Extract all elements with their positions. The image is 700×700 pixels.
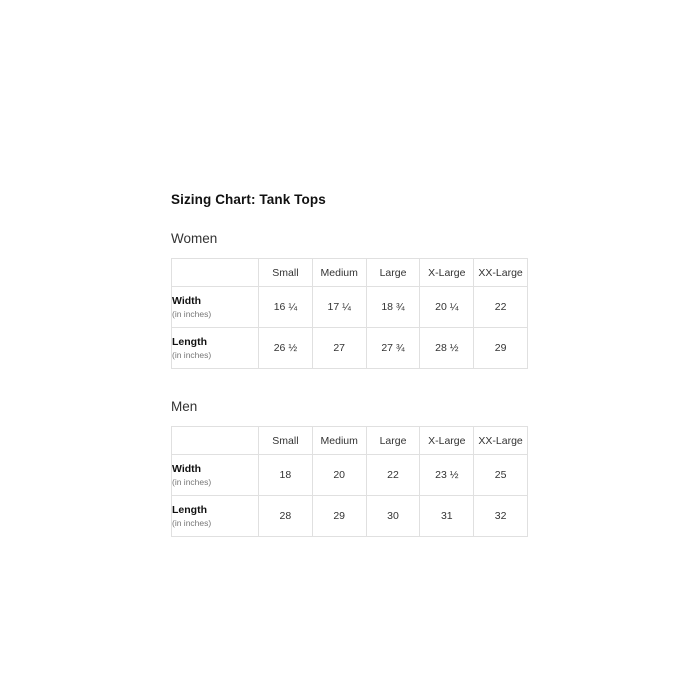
section-heading-women: Women [171, 231, 218, 246]
header-corner-blank [172, 427, 259, 455]
row-header-unit: (in inches) [172, 308, 212, 319]
cell-value: 31 [420, 496, 474, 537]
cell-value: 27 [312, 328, 366, 369]
row-header-label: Width [172, 294, 202, 307]
cell-value: 20 [312, 455, 366, 496]
row-header-width [172, 455, 259, 496]
row-header-unit: (in inches) [172, 517, 212, 528]
section-spacer [171, 369, 551, 399]
table-row [172, 287, 528, 328]
cell-value: 29 [474, 328, 528, 369]
row-header-unit: (in inches) [172, 476, 212, 487]
column-header-x-large: X-Large [420, 427, 474, 455]
cell-value: 29 [312, 496, 366, 537]
cell-value: 26 ½ [259, 328, 313, 369]
header-corner-blank [172, 259, 259, 287]
cell-value: 28 [259, 496, 313, 537]
content-area [171, 192, 551, 537]
cell-value: 17 ¼ [312, 287, 366, 328]
cell-value: 16 ¼ [259, 287, 313, 328]
column-header-xx-large: XX-Large [474, 427, 528, 455]
cell-value: 25 [474, 455, 528, 496]
column-header-x-large: X-Large [420, 259, 474, 287]
table-row [172, 455, 528, 496]
row-header-label: Length [172, 503, 207, 516]
row-header-label: Width [172, 462, 202, 475]
cell-value: 22 [474, 287, 528, 328]
row-header-length [172, 496, 259, 537]
section-women [171, 231, 551, 369]
column-header-medium: Medium [312, 259, 366, 287]
section-heading-men: Men [171, 399, 198, 414]
row-header-width [172, 287, 259, 328]
cell-value: 27 ¾ [366, 328, 420, 369]
column-header-large: Large [366, 427, 420, 455]
column-header-large: Large [366, 259, 420, 287]
column-header-xx-large: XX-Large [474, 259, 528, 287]
cell-value: 28 ½ [420, 328, 474, 369]
cell-value: 22 [366, 455, 420, 496]
cell-value: 23 ½ [420, 455, 474, 496]
column-header-small: Small [259, 427, 313, 455]
table-row [172, 328, 528, 369]
column-header-medium: Medium [312, 427, 366, 455]
page-title: Sizing Chart: Tank Tops [171, 192, 326, 207]
cell-value: 30 [366, 496, 420, 537]
sizing-table-men [171, 426, 528, 537]
sizing-table-women [171, 258, 528, 369]
column-header-small: Small [259, 259, 313, 287]
cell-value: 20 ¼ [420, 287, 474, 328]
cell-value: 32 [474, 496, 528, 537]
row-header-length [172, 328, 259, 369]
table-header-row [172, 427, 528, 455]
table-header-row [172, 259, 528, 287]
table-row [172, 496, 528, 537]
cell-value: 18 ¾ [366, 287, 420, 328]
cell-value: 18 [259, 455, 313, 496]
section-men [171, 399, 551, 537]
row-header-unit: (in inches) [172, 349, 212, 360]
row-header-label: Length [172, 335, 207, 348]
